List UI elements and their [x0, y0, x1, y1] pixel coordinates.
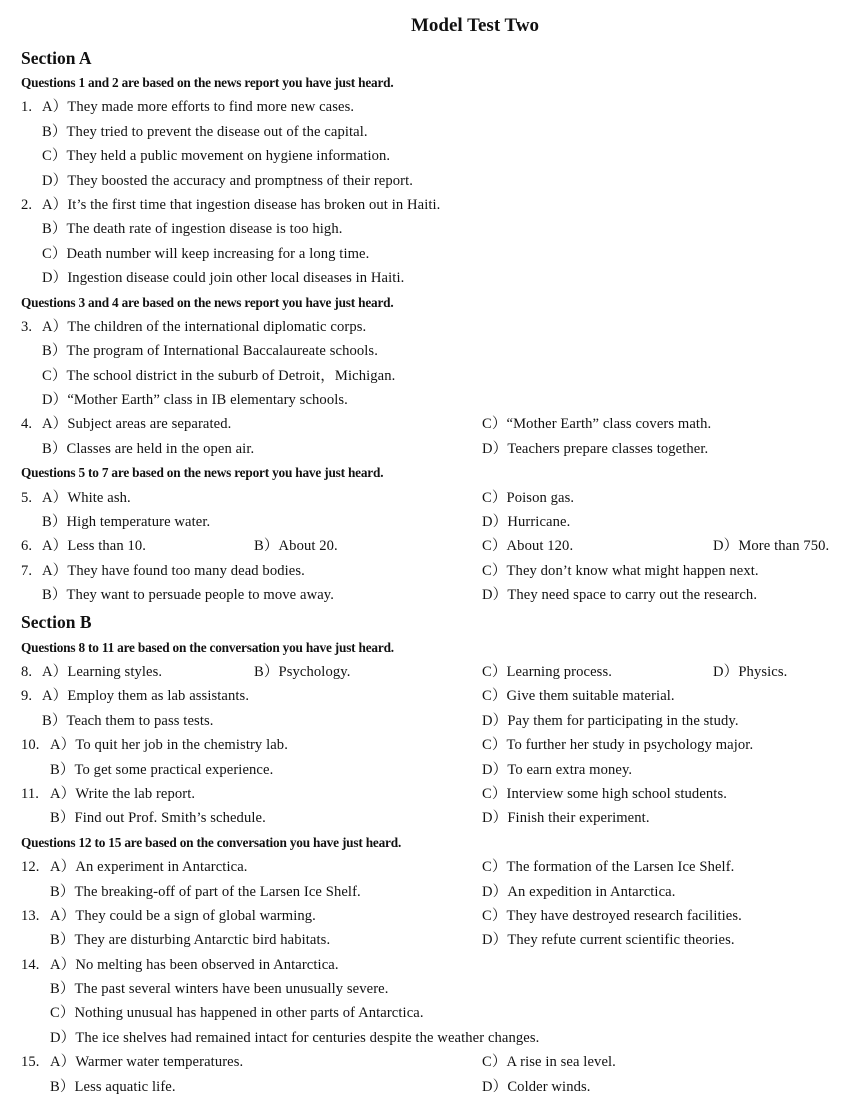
answer-option: D）Ingestion disease could join other local diseases in Haiti.: [42, 270, 405, 287]
question-row: [0, 510, 857, 534]
answer-option: B）They tried to prevent the disease out of the capital.: [42, 123, 368, 140]
question-number: 12.: [21, 859, 40, 876]
question-number: 8.: [21, 663, 33, 680]
answer-option: C）They don’t know what might happen next.: [482, 562, 759, 579]
answer-option: C）Give them suitable material.: [482, 688, 675, 705]
answer-option: A）They made more efforts to find more new cases.: [42, 99, 355, 116]
section-heading: Section A: [21, 48, 92, 68]
question-row: [0, 169, 857, 193]
answer-option: A）They have found too many dead bodies.: [42, 562, 305, 579]
answer-option: C）They held a public movement on hygiene information.: [42, 148, 391, 165]
answer-option: A）It’s the first time that ingestion disease has broken out in Haiti.: [42, 196, 441, 213]
answer-option: C）They have destroyed research facilities.: [482, 907, 742, 924]
question-row: [0, 953, 857, 977]
question-row: [0, 855, 857, 879]
question-row: [0, 120, 857, 144]
answer-option: D）Finish their experiment.: [482, 810, 650, 827]
question-row: [0, 733, 857, 757]
question-row: [0, 1075, 857, 1099]
question-number: 15.: [21, 1054, 40, 1071]
question-number: 5.: [21, 489, 33, 506]
question-row: [0, 315, 857, 339]
answer-option: B）Psychology.: [254, 663, 351, 680]
question-number: 1.: [21, 99, 33, 116]
question-row: [0, 684, 857, 708]
answer-option: B）They want to persuade people to move away.: [42, 587, 334, 604]
answer-option: C）Nothing unusual has happened in other parts of Antarctica.: [50, 1005, 424, 1022]
answer-option: D）Physics.: [713, 663, 788, 680]
question-row: [0, 928, 857, 952]
answer-option: A）No melting has been observed in Antarctica.: [50, 956, 339, 973]
answer-option: C）The formation of the Larsen Ice Shelf.: [482, 859, 735, 876]
answer-option: C）“Mother Earth” class covers math.: [482, 416, 712, 433]
question-row: [0, 904, 857, 928]
question-row: [0, 758, 857, 782]
answer-option: A）Subject areas are separated.: [42, 416, 232, 433]
answer-option: B）Teach them to pass tests.: [42, 712, 214, 729]
page-title: Model Test Two: [410, 15, 540, 36]
question-row: [0, 412, 857, 436]
section-heading: Section B: [21, 611, 92, 632]
test-content: [0, 46, 857, 1099]
question-row: [0, 559, 857, 583]
question-number: 4.: [21, 416, 33, 433]
question-row: [0, 193, 857, 217]
answer-option: A）Less than 10.: [42, 538, 147, 555]
answer-option: A）Warmer water temperatures.: [50, 1054, 244, 1071]
question-row: [0, 388, 857, 412]
group-instructions: Questions 8 to 11 are based on the conversation you have just heard.: [21, 639, 394, 655]
answer-option: B）To get some practical experience.: [50, 761, 274, 778]
question-row: [0, 782, 857, 806]
answer-option: C）The school district in the suburb of Detroit，Michigan.: [42, 367, 396, 384]
answer-option: C）About 120.: [482, 538, 574, 555]
question-row: [0, 660, 857, 684]
question-row: [0, 144, 857, 168]
question-row: [0, 95, 857, 119]
question-row: [0, 1050, 857, 1074]
question-row: [0, 880, 857, 904]
answer-option: D）More than 750.: [713, 538, 830, 555]
question-row: [0, 486, 857, 510]
answer-option: D）To earn extra money.: [482, 761, 633, 778]
answer-option: B）Find out Prof. Smith’s schedule.: [50, 810, 266, 827]
answer-option: C）Interview some high school students.: [482, 785, 727, 802]
answer-option: B）Less aquatic life.: [50, 1078, 176, 1095]
answer-option: B）Classes are held in the open air.: [42, 440, 255, 457]
question-number: 2.: [21, 196, 33, 213]
answer-option: D）“Mother Earth” class in IB elementary schools.: [42, 392, 348, 409]
answer-option: D）Hurricane.: [482, 514, 571, 531]
question-row: [0, 1001, 857, 1025]
answer-option: B）About 20.: [254, 538, 338, 555]
answer-option: A）To quit her job in the chemistry lab.: [50, 737, 288, 754]
answer-option: C）A rise in sea level.: [482, 1054, 616, 1071]
answer-option: C）Learning process.: [482, 663, 612, 680]
question-row: [0, 437, 857, 461]
question-row: [0, 583, 857, 607]
answer-option: C）Poison gas.: [482, 489, 575, 506]
answer-option: D）They need space to carry out the research.: [482, 587, 758, 604]
answer-option: D）Teachers prepare classes together.: [482, 440, 709, 457]
question-row: [0, 266, 857, 290]
answer-option: A）They could be a sign of global warming.: [50, 907, 316, 924]
question-row: [0, 977, 857, 1001]
answer-option: B）The program of International Baccalaureate schools.: [42, 343, 378, 360]
answer-option: C）Death number will keep increasing for a long time.: [42, 245, 370, 262]
answer-option: B）High temperature water.: [42, 514, 211, 531]
answer-option: D）Pay them for participating in the study.: [482, 712, 739, 729]
question-number: 11.: [21, 785, 40, 802]
question-number: 13.: [21, 907, 40, 924]
answer-option: D）They refute current scientific theories.: [482, 932, 735, 949]
answer-option: D）Colder winds.: [482, 1078, 591, 1095]
answer-option: B）The past several winters have been unusually severe.: [50, 981, 389, 998]
question-number: 3.: [21, 318, 33, 335]
question-row: [0, 364, 857, 388]
answer-option: B）The death rate of ingestion disease is too high.: [42, 221, 343, 238]
question-row: [0, 534, 857, 558]
question-number: 9.: [21, 688, 33, 705]
answer-option: D）The ice shelves had remained intact for centuries despite the weather changes.: [50, 1029, 540, 1046]
group-instructions: Questions 12 to 15 are based on the conversation you have just heard.: [21, 834, 402, 850]
answer-option: A）The children of the international diplomatic corps.: [42, 318, 367, 335]
answer-option: A）An experiment in Antarctica.: [50, 859, 248, 876]
answer-option: D）An expedition in Antarctica.: [482, 883, 676, 900]
question-number: 6.: [21, 538, 33, 555]
question-row: [0, 806, 857, 830]
answer-option: A）White ash.: [42, 489, 131, 506]
question-row: [0, 339, 857, 363]
question-number: 7.: [21, 562, 33, 579]
answer-option: A）Employ them as lab assistants.: [42, 688, 250, 705]
answer-option: C）To further her study in psychology major.: [482, 737, 754, 754]
group-instructions: Questions 5 to 7 are based on the news report you have just heard.: [21, 465, 384, 481]
question-row: [0, 217, 857, 241]
question-row: [0, 1026, 857, 1050]
answer-option: B）The breaking-off of part of the Larsen Ice Shelf.: [50, 883, 361, 900]
question-number: 10.: [21, 737, 40, 754]
group-instructions: Questions 1 and 2 are based on the news report you have just heard.: [21, 75, 394, 90]
answer-option: B）They are disturbing Antarctic bird habitats.: [50, 932, 331, 949]
group-instructions: Questions 3 and 4 are based on the news report you have just heard.: [21, 294, 394, 310]
question-row: [0, 709, 857, 733]
answer-option: D）They boosted the accuracy and promptness of their report.: [42, 172, 414, 189]
question-row: [0, 242, 857, 266]
answer-option: A）Learning styles.: [42, 663, 163, 680]
question-number: 14.: [21, 956, 40, 973]
answer-option: A）Write the lab report.: [50, 785, 196, 802]
